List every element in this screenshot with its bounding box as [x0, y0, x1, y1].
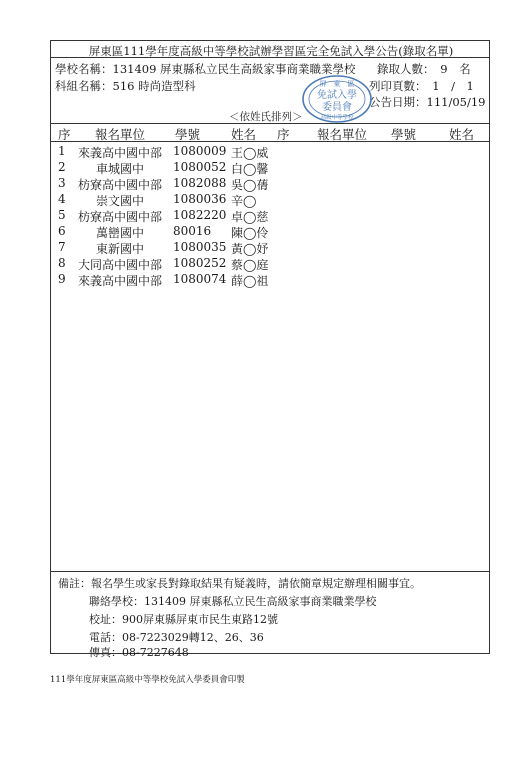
row-school: 萬巒國中 [95, 226, 144, 240]
row-seq: 6 [58, 224, 66, 238]
table-row [51, 176, 489, 192]
phone-number: 電話：08-7223029轉12、26、36 [89, 631, 264, 644]
col-header-seq: 序 [58, 127, 71, 142]
fax-number: 傳真：08-7227648 [89, 646, 189, 659]
row-student-id: 1080035 [173, 240, 227, 254]
row-student-id: 1082088 [173, 176, 227, 190]
row-school: 枋寮高中國中部 [77, 210, 162, 224]
row-student-id: 1080052 [173, 160, 227, 174]
row-name: 辛◯ [231, 194, 257, 208]
seal-text-top: 屏 東 區 [319, 80, 355, 88]
row-school: 崇文國中 [95, 194, 144, 208]
row-student-id: 1080036 [173, 192, 227, 206]
col-header-school-2: 報名單位 [317, 127, 368, 142]
col-header-name: 姓名 [231, 127, 257, 142]
printed-by-footer: 111學年度屏東區高級中等學校免試入學委員會印製 [50, 675, 245, 685]
page-count: 列印頁數： 1 / 1 [369, 79, 474, 93]
row-seq: 1 [58, 144, 66, 158]
table-row [51, 160, 489, 176]
sort-note: ＜依姓氏排列＞ [229, 111, 303, 123]
admit-count: 錄取人數： 9 名 [377, 62, 471, 76]
row-school: 大同高中國中部 [77, 258, 162, 272]
row-name: 王◯威 [231, 146, 269, 160]
row-student-id: 80016 [173, 224, 212, 238]
row-student-id: 1082220 [173, 208, 227, 222]
row-student-id: 1080009 [173, 144, 227, 158]
divider [51, 141, 489, 142]
row-school: 枋寮高中國中部 [77, 178, 162, 192]
page-title: 屏東區111學年度高級中等學校試辦學習區完全免試入學公告(錄取名單) [88, 44, 454, 58]
row-name: 蔡◯庭 [231, 258, 269, 272]
row-school: 車城國中 [95, 162, 144, 176]
row-seq: 3 [58, 176, 66, 190]
row-seq: 4 [58, 192, 66, 206]
row-seq: 5 [58, 208, 66, 222]
row-seq: 2 [58, 160, 66, 174]
announce-date: 公告日期：111/05/19 [369, 95, 486, 109]
row-name: 陳◯伶 [231, 226, 269, 240]
col-header-school: 報名單位 [95, 127, 146, 142]
col-header-id-2: 學號 [391, 127, 417, 142]
row-name: 白◯馨 [231, 162, 269, 176]
seal-text-bottom: 高級中等學校 [320, 115, 354, 121]
row-student-id: 1080074 [173, 272, 227, 286]
table-row [51, 144, 489, 160]
school-name: 學校名稱：131409 屏東縣私立民生高級家事商業職業學校 [55, 62, 356, 76]
divider [51, 571, 489, 572]
col-header-seq-2: 序 [277, 127, 290, 142]
table-row [51, 192, 489, 208]
school-address: 校址：900屏東縣屏東市民生東路12號 [89, 613, 278, 626]
row-seq: 9 [58, 272, 66, 286]
table-row [51, 256, 489, 272]
table-row [51, 224, 489, 240]
table-row [51, 272, 489, 288]
seal-text-main: 免試入學 [317, 90, 357, 101]
col-header-name-2: 姓名 [449, 127, 475, 142]
row-seq: 8 [58, 256, 66, 270]
divider [51, 57, 489, 58]
row-school: 來義高中國中部 [77, 146, 162, 160]
remark-note: 備註：報名學生或家長對錄取結果有疑義時，請依簡章規定辦理相關事宜。 [58, 577, 421, 590]
row-name: 卓◯慈 [231, 210, 269, 224]
row-seq: 7 [58, 240, 66, 254]
row-name: 吳◯蒨 [231, 178, 269, 192]
announcement-frame [50, 40, 490, 659]
seal-text-sub: 委員會 [322, 102, 352, 113]
col-header-id: 學號 [175, 127, 201, 142]
department-name: 科組名稱：516 時尚造型科 [55, 79, 196, 93]
committee-seal-stamp [301, 74, 373, 124]
row-school: 東新國中 [95, 242, 144, 256]
row-student-id: 1080252 [173, 256, 227, 270]
row-school: 來義高中國中部 [77, 274, 162, 288]
row-name: 薛◯祖 [231, 274, 269, 288]
contact-school: 聯絡學校：131409 屏東縣私立民生高級家事商業職業學校 [89, 595, 377, 608]
table-row [51, 240, 489, 256]
row-name: 黃◯妤 [231, 242, 269, 256]
divider [51, 123, 489, 124]
table-row [51, 208, 489, 224]
